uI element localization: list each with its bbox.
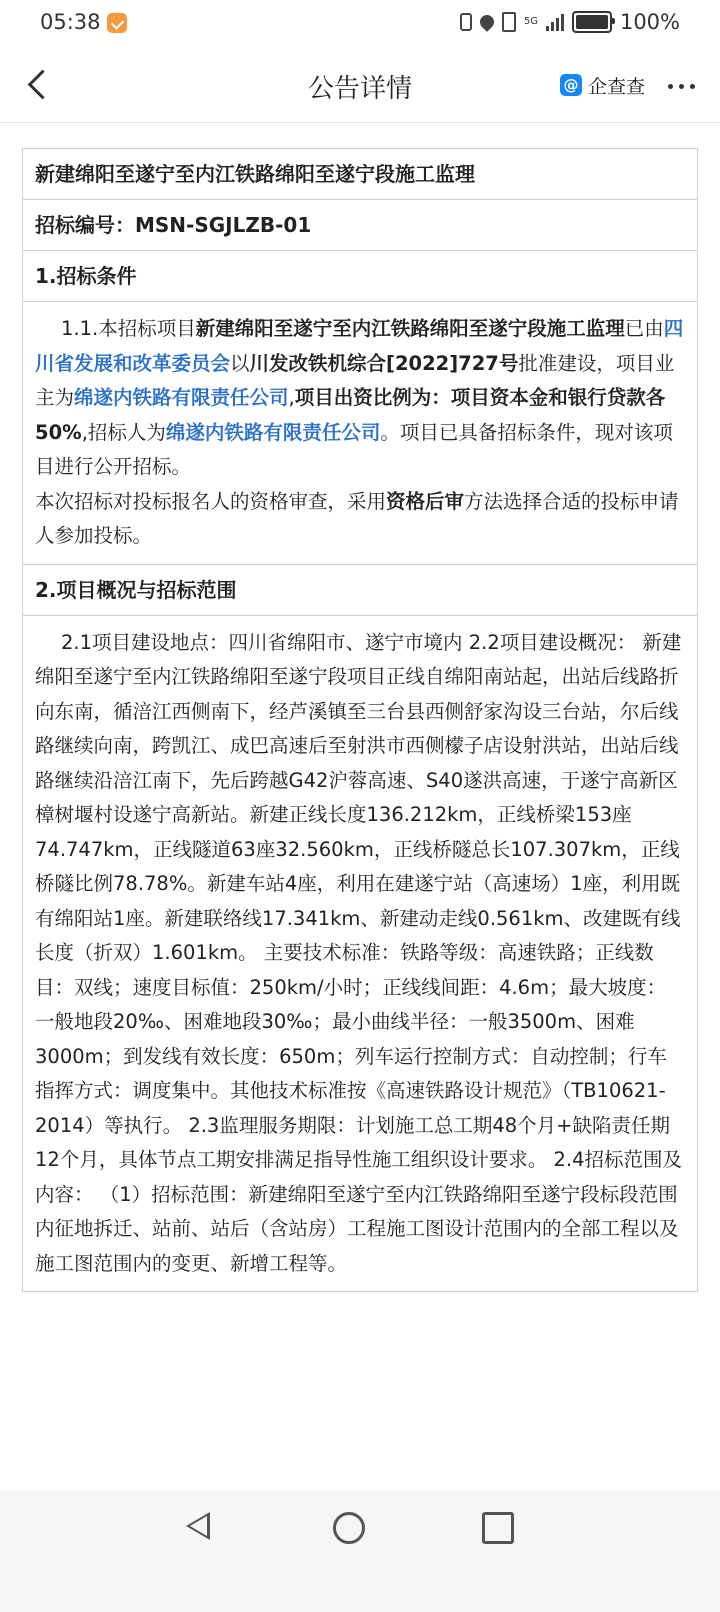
tender-conditions-paragraph: 1.1.本招标项目新建绵阳至遂宁至内江铁路绵阳至遂宁段施工监理已由四川省发展和改革委员会以川发改铁机综合[2022]727号批准建设，项目业主为绵遂内铁路有限责任公司,项目出资比例为：项目资本金和银行贷款各50%,招标人为绵遂内铁路有限责任公司。项目已具备招标条件，现对该项目进行公开招标。 xyxy=(35,317,684,478)
project-overview-paragraph: 2.1项目建设地点：四川省绵阳市、遂宁市境内 2.2项目建设概况： 新建绵阳至遂宁至内江铁路绵阳至遂宁段项目正线自绵阳南站起，出站后线路折向东南，循涪江西侧南下，经芦溪镇至三台县西侧舒家沟设三台站，尔后线路继续向南，跨凯江、成巴高速后至射洪市西侧檬子店设射洪站，出站后线路继续沿涪江南下，先后跨越G42沪蓉高速、S40遂洪高速，于遂宁高新区樟树堰村设遂宁高新站。新建正线长度136.212km，正线桥梁153座74.747km，正线隧道63座32.560km，正线桥隧总长107.307km，正线桥隧比例78.78%。新建车站4座，利用在建遂宁站（高速场）1座，利用既有绵阳站1座。新建联络线17.341km、新建动走线0.561km、改建既有线长度（折双）1.601km。 主要技术标准：铁路等级：高速铁路；正线数目：双线；速度目标值：250km/小时；正线线间距：4.6m；最大坡度：一般地段20‰、困难地段30‰；最小曲线半径：一般3500m、困难3000m；到发线有效长度：650m；列车运行控制方式：自动控制；行车指挥方式：调度集中。其他技术标准按《高速铁路设计规范》（TB10621-2014）等执行。 2.3监理服务期限：计划施工总工期48个月+缺陷责任期12个月，具体节点工期安排满足指导性施工组织设计要求。 2.4招标范围及内容： （1）招标范围：新建绵阳至遂宁至内江铁路绵阳至遂宁段标段范围内征地拆迁、站前、站后（含站房）工程施工图设计范围内的全部工程以及施工图范围内的变更、新增工程等。 xyxy=(35,630,683,1275)
battery-icon xyxy=(572,11,612,33)
status-time: 05:38 xyxy=(40,10,101,34)
page-title: 公告详情 xyxy=(307,74,412,104)
nav-recents-icon[interactable] xyxy=(482,1512,514,1544)
brand-logo[interactable] xyxy=(560,70,645,100)
announcement-table xyxy=(22,148,698,1292)
announcement-title: 新建绵阳至遂宁至内江铁路绵阳至遂宁段施工监理 xyxy=(23,149,698,200)
qichacha-logo-icon: @ xyxy=(560,74,582,96)
bluetooth-icon xyxy=(460,13,472,31)
status-icons xyxy=(460,10,680,34)
nav-back-icon[interactable] xyxy=(186,1512,210,1540)
section-body-1 xyxy=(23,302,698,565)
system-nav-bar xyxy=(0,1490,720,1612)
tender-code: 招标编号：MSN-SGJLZB-01 xyxy=(23,200,698,251)
app-header xyxy=(0,48,720,123)
link-tenderer[interactable]: 绵遂内铁路有限责任公司 xyxy=(165,420,381,444)
qualification-paragraph: 本次招标对投标报名人的资格审查，采用资格后审方法选择合适的投标申请人参加投标。 xyxy=(35,489,679,547)
more-menu-button[interactable] xyxy=(668,84,695,89)
section-heading-1: 1.招标条件 xyxy=(23,251,698,302)
battery-percent: 100% xyxy=(619,10,680,34)
app-notification-icon xyxy=(107,13,127,33)
link-project-owner[interactable]: 绵遂内铁路有限责任公司 xyxy=(74,386,289,409)
nav-home-icon[interactable] xyxy=(333,1512,365,1544)
announcement-content[interactable] xyxy=(22,148,698,1532)
link-approval-authority[interactable]: 四川省发展和改革委员会 xyxy=(35,317,684,375)
section-body-2 xyxy=(23,615,698,1292)
brand-name: 企查查 xyxy=(588,75,646,98)
network-type-label: 5G xyxy=(523,16,538,27)
status-bar xyxy=(0,0,720,48)
signal-icon xyxy=(546,13,564,31)
section-heading-2: 2.项目概况与招标范围 xyxy=(23,564,698,615)
vibrate-icon xyxy=(502,12,516,32)
location-icon xyxy=(477,12,497,32)
